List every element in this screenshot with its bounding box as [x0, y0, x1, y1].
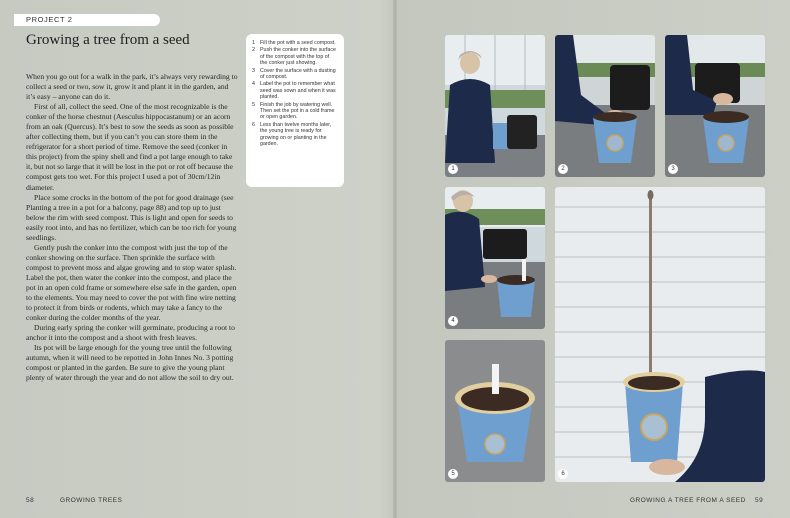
step-text: Finish the job by watering well. Then set the pot in a cold frame or open garden.: [260, 101, 335, 121]
book-gutter: [393, 0, 397, 518]
step-number: 5: [252, 101, 255, 108]
footer-left-page-number: 58: [26, 497, 35, 504]
step-number: 6: [252, 121, 255, 128]
step-number: 3: [252, 67, 255, 74]
photo-step-2: [555, 35, 655, 177]
step-text: Push the conker into the surface of the compost with the top of the conker just showing.: [260, 47, 336, 67]
step-item: [252, 47, 338, 66]
footer-left-section: GROWING TREES: [60, 497, 123, 504]
project-label: PROJECT 2: [14, 14, 160, 26]
photo-step-4: [445, 187, 545, 329]
step-number: 1: [252, 40, 255, 46]
photo-number-badge: 1: [448, 164, 458, 174]
step-item: [252, 102, 338, 121]
body-paragraph: Its pot will be large enough for the young tree until the following autumn, when it will need to be repotted in John Innes No. 3 potting compost or planted in the garden. Be sure to give the young plant plenty of water through the year and do not allow the soil to dry out.: [26, 343, 234, 383]
photo-step-1: [445, 35, 545, 177]
photo-number-badge: 4: [448, 316, 458, 326]
footer-right-page-number: 59: [755, 497, 764, 504]
photo-number-badge: 2: [558, 164, 568, 174]
body-paragraph: When you go out for a walk in the park, it’s always very rewarding to collect a seed or two, sow it, grow it and plant it in the garden, and it’s easy – anyone can do it.: [26, 72, 238, 102]
photo-number-badge: 5: [448, 469, 458, 479]
body-paragraph: Place some crocks in the bottom of the pot for good drainage (see Planting a tree in a pot for a balcony, page 88) and top up to just below the rim with seed compost. This is light and open for seeds to easily root into, and has no fertilizer, which can be too rich for young seedlings.: [26, 192, 237, 242]
photo-step-6: [555, 187, 765, 482]
step-text: Cover the surface with a dusting of compost.: [260, 67, 336, 81]
footer-right-section: GROWING A TREE FROM A SEED: [630, 497, 746, 504]
step-text: Fill the pot with a seed compost.: [260, 40, 336, 46]
step-item: [252, 122, 338, 148]
photo-step-5: [445, 340, 545, 482]
body-text: [26, 72, 238, 383]
body-paragraph: First of all, collect the seed. One of the most recognizable is the conker of the horse chestnut (Aesculus hippocastanum) or an acorn from an oak (Quercus). It’s best to sow the seeds as soon as possible after collecting them, but if you can’t you can store them in the refrigerator for a short period of time. Remove the seed (conker in this project) from the spiny shell and find a pot large enough to take it, but not so large that it will be lost in the pot or rot off because the compost gets too wet. For this project I used a pot of 30cm/12in diameter.: [26, 102, 234, 192]
step-item: [252, 68, 338, 81]
photo-number-badge: 6: [558, 469, 568, 479]
step-item: [252, 81, 338, 100]
photo-number-badge: 3: [668, 164, 678, 174]
step-item: [252, 40, 338, 46]
photo-step-3: [665, 35, 765, 177]
step-text: Label the pot to remember what seed was sown and when it was planted.: [260, 81, 336, 101]
step-number: 4: [252, 81, 255, 88]
step-number: 2: [252, 47, 255, 54]
page-title: Growing a tree from a seed: [26, 32, 190, 48]
step-text: Less than twelve months later, the young tree is ready for growing on or planting in the garden.: [260, 121, 332, 148]
steps-box: [246, 34, 344, 187]
body-paragraph: Gently push the conker into the compost with just the top of the conker showing on the surface. Then sprinkle the surface with compost to prevent moss and algae growing and to stop water splash. Label the pot, then water the conker into the compost, and place the pot in an open cold frame or somewhere else safe in the garden, open to the elements. You may need to cover the pot with fine wire netting to protect it from birds or rodents, which may take a fancy to the conker during the colder months of the year.: [26, 242, 237, 323]
body-paragraph: During early spring the conker will germinate, producing a root to anchor it into the compost and a shoot with fresh leaves.: [26, 323, 235, 343]
